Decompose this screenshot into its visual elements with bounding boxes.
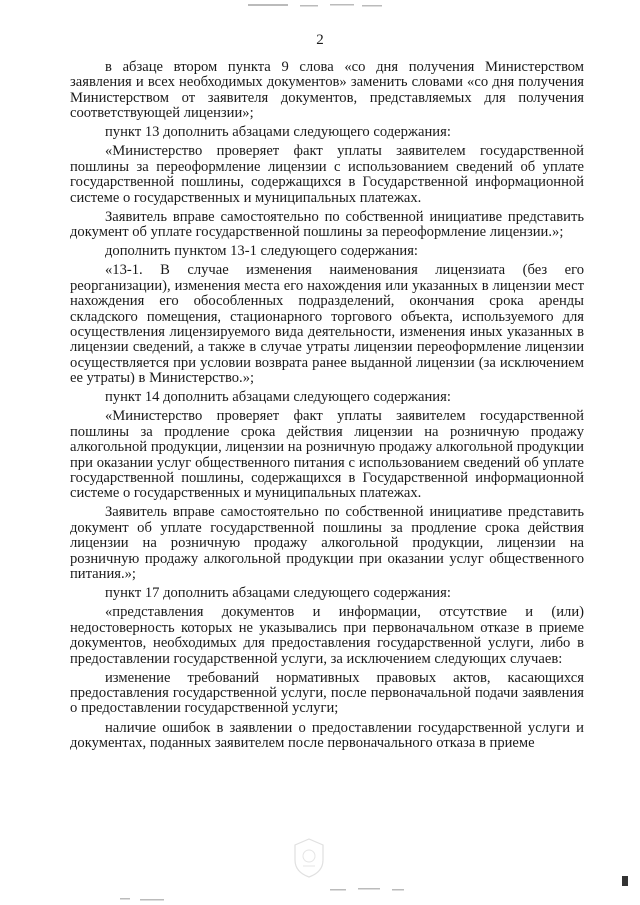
- paragraph: пункт 14 дополнить абзацами следующего содержания:: [105, 389, 451, 406]
- page-number: 2: [316, 32, 324, 48]
- paragraph: «Министерство проверяет факт уплаты заявителем государственной пошлины за переоформление лицензии с использованием сведений об уплате государственной пошлины, содержащихся в Государственной информационной системе о государственных и муниципальных платежах.: [70, 143, 584, 206]
- paragraph: в абзаце втором пункта 9 слова «со дня получения Министерством заявления и всех необходимых документов» заменить словами «со дня получения Министерством от заявителя документов, представляемых для получения соответствующей лицензии»;: [70, 59, 584, 122]
- paragraph: пункт 13 дополнить абзацами следующего содержания:: [105, 124, 451, 141]
- paragraph: «Министерство проверяет факт уплаты заявителем государственной пошлины за продление срока действия лицензии на розничную продажу алкогольной продукции, лицензии на розничную продажу алкогольной продукции при оказании услуг общественного питания с использованием сведений об уплате государственной пошлины, содержащихся в Государственной информационной системе о государственных и муниципальных платежах.: [70, 408, 584, 502]
- paragraph: наличие ошибок в заявлении о предоставлении государственной услуги и документах, поданных заявителем после первоначального отказа в приеме: [70, 719, 584, 751]
- paragraph: «13-1. В случае изменения наименования лицензиата (без его реорганизации), изменения места его нахождения или указанных в лицензии мест нахождения его обособленных подразделений, окончания срока аренды складского помещения, стационарного торгового объекта, используемого для осуществления лицензируемого вида деятельности, изменения иных указанных в лицензии сведений, а также в случае утраты лицензии переоформление лицензии осуществляется при условии возврата ранее выданной лицензии (за исключением ее утраты) в Министерство.»;: [70, 262, 584, 387]
- paragraph: «представления документов и информации, отсутствие и (или) недостоверность которых не указывались при первоначальном отказе в приеме документов, необходимых для предоставления государственной услуги, либо в предоставлении государственной услуги, за исключением следующих случаев:: [70, 604, 584, 667]
- paragraph: пункт 17 дополнить абзацами следующего содержания:: [105, 585, 451, 602]
- paragraph: Заявитель вправе самостоятельно по собственной инициативе представить документ об уплате государственной пошлины за переоформление лицензии.»;: [70, 208, 584, 241]
- document-body: [70, 60, 584, 755]
- faint-seal-emblem: [289, 836, 329, 880]
- paragraph: изменение требований нормативных правовых актов, касающихся предоставления государственной услуги, после первоначальной подачи заявления о предоставлении государственной услуги;: [70, 669, 584, 717]
- paragraph: Заявитель вправе самостоятельно по собственной инициативе представить документ об уплате государственной пошлины за продление срока действия лицензии на розничную продажу алкогольной продукции, лицензии на розничную продажу алкогольной продукции при оказании услуг общественного питания.»;: [70, 504, 584, 583]
- paragraph: дополнить пунктом 13-1 следующего содержания:: [105, 243, 418, 260]
